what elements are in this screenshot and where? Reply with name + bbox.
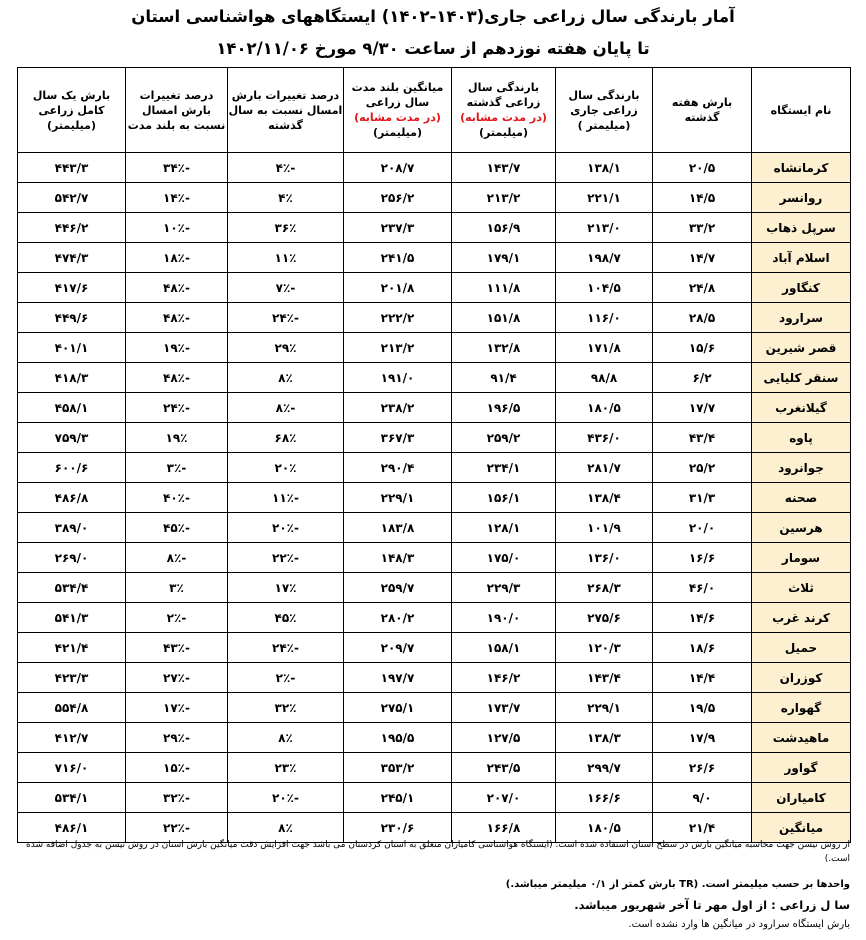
- cell-full-year: ۴۴۶/۲: [18, 213, 126, 243]
- cell-station: گواور: [752, 753, 851, 783]
- cell-pct-long-term: -۴۸٪: [126, 303, 228, 333]
- cell-pct-last-year: ۳۲٪: [228, 693, 344, 723]
- cell-pct-long-term: -۱۵٪: [126, 753, 228, 783]
- cell-current-year: ۱۴۳/۴: [556, 663, 653, 693]
- cell-long-term: ۱۴۸/۳: [344, 543, 452, 573]
- cell-station: کرمانشاه: [752, 153, 851, 183]
- table-row: [18, 153, 851, 183]
- cell-week-rain: ۲۶/۶: [653, 753, 752, 783]
- table-row: [18, 633, 851, 663]
- cell-long-term: ۲۰۱/۸: [344, 273, 452, 303]
- cell-full-year: ۴۲۳/۳: [18, 663, 126, 693]
- cell-week-rain: ۳۳/۲: [653, 213, 752, 243]
- cell-pct-long-term: -۳٪: [126, 453, 228, 483]
- cell-week-rain: ۲۱/۴: [653, 813, 752, 843]
- cell-long-term: ۲۰۸/۷: [344, 153, 452, 183]
- cell-station: روانسر: [752, 183, 851, 213]
- col-header-last-year: [452, 68, 556, 153]
- cell-last-year: ۲۱۳/۲: [452, 183, 556, 213]
- cell-station: کوزران: [752, 663, 851, 693]
- cell-last-year: ۱۷۵/۰: [452, 543, 556, 573]
- cell-full-year: ۵۴۱/۳: [18, 603, 126, 633]
- report-subtitle: تا پایان هفته نوزدهم از ساعت ۹/۳۰ مورخ ۱۴۰۲/۱۱/۰۶: [216, 39, 650, 58]
- cell-pct-last-year: -۲۲٪: [228, 543, 344, 573]
- cell-current-year: ۹۸/۸: [556, 363, 653, 393]
- cell-last-year: ۱۹۰/۰: [452, 603, 556, 633]
- cell-week-rain: ۹/۰: [653, 783, 752, 813]
- cell-long-term: ۲۹۰/۴: [344, 453, 452, 483]
- cell-current-year: ۱۳۸/۳: [556, 723, 653, 753]
- cell-current-year: ۲۸۱/۷: [556, 453, 653, 483]
- cell-full-year: ۴۴۳/۳: [18, 153, 126, 183]
- cell-long-term: ۲۲۲/۲: [344, 303, 452, 333]
- cell-long-term: ۲۳۰/۶: [344, 813, 452, 843]
- cell-full-year: ۵۳۴/۴: [18, 573, 126, 603]
- cell-pct-last-year: -۴٪: [228, 153, 344, 183]
- cell-last-year: ۲۴۳/۵: [452, 753, 556, 783]
- cell-pct-long-term: ۳٪: [126, 573, 228, 603]
- cell-pct-last-year: -۲۴٪: [228, 303, 344, 333]
- cell-long-term: ۲۴۵/۱: [344, 783, 452, 813]
- col-header-current-year: بارندگی سال زراعی جاری (میلیمتر ): [556, 68, 653, 153]
- cell-station: کنگاور: [752, 273, 851, 303]
- cell-pct-last-year: ۱۷٪: [228, 573, 344, 603]
- table-row: [18, 423, 851, 453]
- cell-current-year: ۱۷۱/۸: [556, 333, 653, 363]
- cell-pct-last-year: ۴۵٪: [228, 603, 344, 633]
- cell-pct-long-term: -۲۹٪: [126, 723, 228, 753]
- cell-pct-long-term: -۱۷٪: [126, 693, 228, 723]
- col-header-full-year: بارش یک سال کامل زراعی (میلیمتر): [18, 68, 126, 153]
- cell-long-term: ۳۵۳/۲: [344, 753, 452, 783]
- cell-station: سومار: [752, 543, 851, 573]
- cell-last-year: ۱۵۸/۱: [452, 633, 556, 663]
- cell-pct-long-term: -۱۹٪: [126, 333, 228, 363]
- cell-current-year: ۱۱۶/۰: [556, 303, 653, 333]
- table-row: [18, 723, 851, 753]
- cell-station: پاوه: [752, 423, 851, 453]
- note-units: واحدها بر حسب میلیمتر است. (TR بارش کمتر از ۰/۱ میلیمتر میباشد.): [505, 879, 850, 890]
- cell-station: سرپل ذهاب: [752, 213, 851, 243]
- cell-last-year: ۱۵۶/۱: [452, 483, 556, 513]
- cell-week-rain: ۱۸/۶: [653, 633, 752, 663]
- table-row: [18, 273, 851, 303]
- cell-last-year: ۲۲۹/۳: [452, 573, 556, 603]
- cell-current-year: ۱۳۸/۴: [556, 483, 653, 513]
- col-header-week-rain: بارش هفته گذشته: [653, 68, 752, 153]
- cell-current-year: ۴۳۶/۰: [556, 423, 653, 453]
- table-row: [18, 483, 851, 513]
- table-row: [18, 243, 851, 273]
- cell-pct-long-term: -۳۲٪: [126, 783, 228, 813]
- cell-pct-long-term: -۲۴٪: [126, 393, 228, 423]
- cell-long-term: ۲۲۹/۱: [344, 483, 452, 513]
- col-header-pct-last-year: درصد تغییرات بارش امسال نسبت به سال گذشته: [228, 68, 344, 153]
- cell-current-year: ۱۳۶/۰: [556, 543, 653, 573]
- cell-long-term: ۱۸۳/۸: [344, 513, 452, 543]
- table-row: [18, 603, 851, 633]
- cell-last-year: ۱۹۶/۵: [452, 393, 556, 423]
- table-row: [18, 363, 851, 393]
- cell-pct-last-year: -۸٪: [228, 393, 344, 423]
- cell-long-term: ۲۳۷/۳: [344, 213, 452, 243]
- cell-pct-long-term: -۱۸٪: [126, 243, 228, 273]
- cell-current-year: ۲۷۵/۶: [556, 603, 653, 633]
- cell-current-year: ۲۱۳/۰: [556, 213, 653, 243]
- cell-pct-last-year: -۱۱٪: [228, 483, 344, 513]
- cell-pct-last-year: -۷٪: [228, 273, 344, 303]
- cell-week-rain: ۱۷/۹: [653, 723, 752, 753]
- cell-last-year: ۱۴۶/۲: [452, 663, 556, 693]
- cell-last-year: ۱۲۸/۱: [452, 513, 556, 543]
- rainfall-table: [17, 67, 851, 843]
- col-header-last-year-note: (در مدت مشابه): [460, 111, 547, 124]
- table-row: [18, 303, 851, 333]
- table-row: [18, 783, 851, 813]
- cell-week-rain: ۱۹/۵: [653, 693, 752, 723]
- table-row: [18, 393, 851, 423]
- cell-pct-last-year: -۲۰٪: [228, 513, 344, 543]
- cell-pct-long-term: -۴۸٪: [126, 273, 228, 303]
- cell-long-term: ۲۴۱/۵: [344, 243, 452, 273]
- cell-current-year: ۲۲۱/۱: [556, 183, 653, 213]
- cell-current-year: ۲۹۹/۷: [556, 753, 653, 783]
- cell-last-year: ۱۷۹/۱: [452, 243, 556, 273]
- cell-pct-last-year: ۶۸٪: [228, 423, 344, 453]
- cell-current-year: ۱۰۴/۵: [556, 273, 653, 303]
- col-header-last-year-label: بارندگی سال زراعی گذشته: [466, 81, 541, 109]
- cell-full-year: ۵۴۲/۷: [18, 183, 126, 213]
- cell-station: گیلانغرب: [752, 393, 851, 423]
- report-title: آمار بارندگی سال زراعی جاری(۱۴۰۳-۱۴۰۲) ایستگاههای هواشناسی استان: [131, 7, 735, 26]
- col-header-long-term-label: میانگین بلند مدت سال زراعی: [351, 81, 444, 109]
- cell-full-year: ۴۲۱/۴: [18, 633, 126, 663]
- cell-pct-last-year: ۲۳٪: [228, 753, 344, 783]
- cell-long-term: ۲۸۰/۲: [344, 603, 452, 633]
- cell-last-year: ۱۷۳/۷: [452, 693, 556, 723]
- table-body: [18, 153, 851, 843]
- cell-station: ثلاث: [752, 573, 851, 603]
- cell-full-year: ۴۷۴/۳: [18, 243, 126, 273]
- cell-current-year: ۱۹۸/۷: [556, 243, 653, 273]
- cell-week-rain: ۶/۲: [653, 363, 752, 393]
- cell-long-term: ۲۷۵/۱: [344, 693, 452, 723]
- table-row: [18, 183, 851, 213]
- cell-pct-long-term: -۸٪: [126, 543, 228, 573]
- cell-station: قصر شیرین: [752, 333, 851, 363]
- table-header-row: [18, 68, 851, 153]
- cell-pct-long-term: -۲٪: [126, 603, 228, 633]
- cell-station: میانگین: [752, 813, 851, 843]
- cell-last-year: ۲۵۹/۲: [452, 423, 556, 453]
- table-row: [18, 513, 851, 543]
- cell-station: کرند غرب: [752, 603, 851, 633]
- cell-station: حمیل: [752, 633, 851, 663]
- cell-pct-last-year: ۱۱٪: [228, 243, 344, 273]
- cell-station: سنقر کلیایی: [752, 363, 851, 393]
- table-row: [18, 753, 851, 783]
- cell-full-year: ۶۰۰/۶: [18, 453, 126, 483]
- cell-full-year: ۴۱۷/۶: [18, 273, 126, 303]
- cell-long-term: ۱۹۷/۷: [344, 663, 452, 693]
- cell-week-rain: ۲۰/۵: [653, 153, 752, 183]
- cell-week-rain: ۴۶/۰: [653, 573, 752, 603]
- cell-last-year: ۱۱۱/۸: [452, 273, 556, 303]
- cell-full-year: ۴۰۱/۱: [18, 333, 126, 363]
- cell-current-year: ۱۶۶/۶: [556, 783, 653, 813]
- cell-week-rain: ۱۵/۶: [653, 333, 752, 363]
- cell-full-year: ۴۸۶/۱: [18, 813, 126, 843]
- cell-current-year: ۱۰۱/۹: [556, 513, 653, 543]
- cell-pct-last-year: ۲۰٪: [228, 453, 344, 483]
- cell-long-term: ۲۵۶/۲: [344, 183, 452, 213]
- cell-last-year: ۱۵۱/۸: [452, 303, 556, 333]
- cell-last-year: ۱۲۷/۵: [452, 723, 556, 753]
- cell-last-year: ۱۳۲/۸: [452, 333, 556, 363]
- cell-week-rain: ۲۵/۲: [653, 453, 752, 483]
- cell-pct-last-year: ۲۹٪: [228, 333, 344, 363]
- cell-current-year: ۱۸۰/۵: [556, 393, 653, 423]
- cell-station: هرسین: [752, 513, 851, 543]
- cell-week-rain: ۱۴/۶: [653, 603, 752, 633]
- cell-pct-long-term: -۲۷٪: [126, 663, 228, 693]
- cell-long-term: ۱۹۵/۵: [344, 723, 452, 753]
- cell-long-term: ۳۶۷/۳: [344, 423, 452, 453]
- cell-pct-long-term: -۱۴٪: [126, 183, 228, 213]
- cell-last-year: ۱۴۳/۷: [452, 153, 556, 183]
- cell-full-year: ۴۱۲/۷: [18, 723, 126, 753]
- cell-station: اسلام آباد: [752, 243, 851, 273]
- cell-week-rain: ۱۴/۴: [653, 663, 752, 693]
- cell-week-rain: ۱۷/۷: [653, 393, 752, 423]
- cell-station: کامیاران: [752, 783, 851, 813]
- cell-week-rain: ۳۱/۳: [653, 483, 752, 513]
- cell-current-year: ۲۲۹/۱: [556, 693, 653, 723]
- table-row: [18, 693, 851, 723]
- cell-full-year: ۵۵۴/۸: [18, 693, 126, 723]
- cell-long-term: ۲۱۳/۲: [344, 333, 452, 363]
- cell-long-term: ۲۵۹/۷: [344, 573, 452, 603]
- cell-week-rain: ۱۴/۵: [653, 183, 752, 213]
- cell-week-rain: ۲۰/۰: [653, 513, 752, 543]
- cell-pct-long-term: -۴۳٪: [126, 633, 228, 663]
- col-header-last-year-unit: (میلیمتر): [478, 126, 529, 139]
- cell-long-term: ۲۰۹/۷: [344, 633, 452, 663]
- cell-current-year: ۱۸۰/۵: [556, 813, 653, 843]
- cell-full-year: ۳۸۹/۰: [18, 513, 126, 543]
- table-row: [18, 663, 851, 693]
- cell-full-year: ۲۶۹/۰: [18, 543, 126, 573]
- cell-week-rain: ۲۴/۸: [653, 273, 752, 303]
- cell-full-year: ۴۵۸/۱: [18, 393, 126, 423]
- cell-full-year: ۴۱۸/۳: [18, 363, 126, 393]
- cell-week-rain: ۲۸/۵: [653, 303, 752, 333]
- cell-station: ماهیدشت: [752, 723, 851, 753]
- table-row: [18, 213, 851, 243]
- cell-pct-last-year: ۸٪: [228, 723, 344, 753]
- cell-long-term: ۱۹۱/۰: [344, 363, 452, 393]
- col-header-long-term: [344, 68, 452, 153]
- cell-pct-last-year: -۲۴٪: [228, 633, 344, 663]
- cell-last-year: ۱۶۶/۸: [452, 813, 556, 843]
- cell-week-rain: ۱۴/۷: [653, 243, 752, 273]
- table-row: [18, 333, 851, 363]
- cell-full-year: ۷۵۹/۳: [18, 423, 126, 453]
- cell-pct-last-year: ۴٪: [228, 183, 344, 213]
- cell-pct-long-term: ۱۹٪: [126, 423, 228, 453]
- col-header-pct-long-term: درصد تغییرات بارش امسال نسبت به بلند مدت: [126, 68, 228, 153]
- table-row: [18, 453, 851, 483]
- cell-pct-long-term: -۳۴٪: [126, 153, 228, 183]
- cell-full-year: ۵۳۴/۱: [18, 783, 126, 813]
- cell-pct-last-year: ۸٪: [228, 813, 344, 843]
- col-header-station: نام ایستگاه: [752, 68, 851, 153]
- cell-full-year: ۴۴۹/۶: [18, 303, 126, 333]
- cell-pct-long-term: -۴۰٪: [126, 483, 228, 513]
- cell-week-rain: ۱۶/۶: [653, 543, 752, 573]
- col-header-long-term-unit: (میلیمتر): [372, 126, 423, 139]
- cell-pct-long-term: -۴۸٪: [126, 363, 228, 393]
- cell-last-year: ۹۱/۴: [452, 363, 556, 393]
- cell-current-year: ۲۶۸/۳: [556, 573, 653, 603]
- cell-pct-long-term: -۴۵٪: [126, 513, 228, 543]
- cell-last-year: ۲۰۷/۰: [452, 783, 556, 813]
- note-theissen-method: از روش تیسن جهت محاسبه میانگین بارش در سطح استان استفاده شده است. (ایستگاه هواشناسی کامیاران متعلق به استان کردستان می باشد جهت افزایش دقت میانگین بارش استان در روش تیسن به جدول اضافه شده است.): [26, 840, 850, 864]
- col-header-long-term-note: (در مدت مشابه): [354, 111, 441, 124]
- cell-current-year: ۱۲۰/۳: [556, 633, 653, 663]
- cell-station: صحنه: [752, 483, 851, 513]
- table-row: [18, 543, 851, 573]
- cell-pct-last-year: -۲۰٪: [228, 783, 344, 813]
- table-row: [18, 573, 851, 603]
- cell-pct-last-year: ۸٪: [228, 363, 344, 393]
- cell-long-term: ۲۳۸/۲: [344, 393, 452, 423]
- cell-full-year: ۷۱۶/۰: [18, 753, 126, 783]
- cell-pct-long-term: -۱۰٪: [126, 213, 228, 243]
- cell-last-year: ۱۵۶/۹: [452, 213, 556, 243]
- note-sararud: بارش ایستگاه سرارود در میانگین ها وارد نشده است.: [628, 919, 850, 930]
- cell-station: سرارود: [752, 303, 851, 333]
- cell-pct-long-term: -۲۲٪: [126, 813, 228, 843]
- cell-pct-last-year: ۳۶٪: [228, 213, 344, 243]
- cell-week-rain: ۴۳/۴: [653, 423, 752, 453]
- cell-current-year: ۱۳۸/۱: [556, 153, 653, 183]
- cell-full-year: ۴۸۶/۸: [18, 483, 126, 513]
- note-crop-year: سا ل زراعی : از اول مهر تا آخر شهریور میباشد.: [574, 898, 850, 912]
- cell-station: جوانرود: [752, 453, 851, 483]
- cell-last-year: ۲۳۴/۱: [452, 453, 556, 483]
- cell-pct-last-year: -۲٪: [228, 663, 344, 693]
- cell-station: گهواره: [752, 693, 851, 723]
